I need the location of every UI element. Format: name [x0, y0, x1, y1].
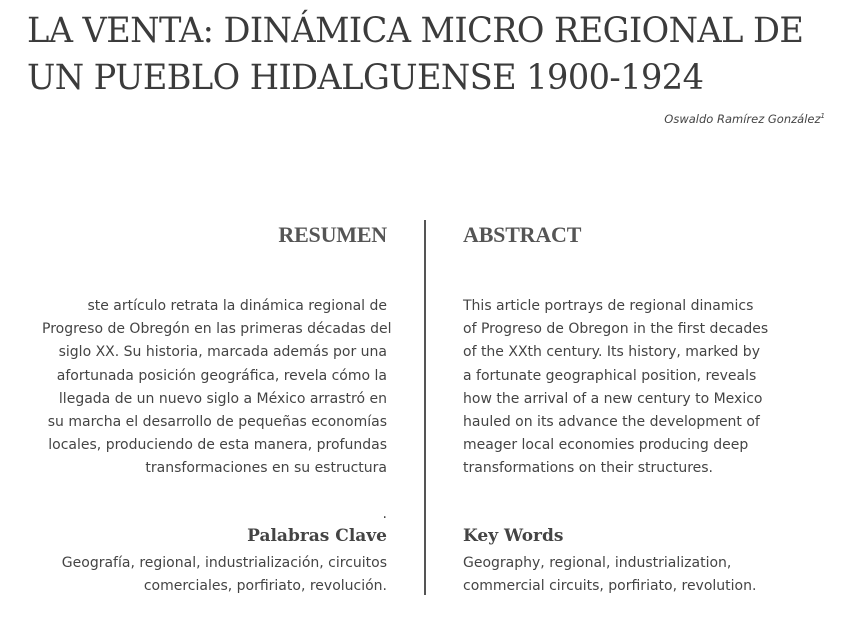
palabras-clave-line: comerciales, porfiriato, revolución.: [143, 578, 387, 595]
resumen-body: [42, 295, 392, 481]
palabras-clave-list: [42, 552, 387, 598]
resumen-line: su marcha el desarrollo de pequeñas economías: [47, 414, 387, 431]
resumen-line: Progreso de Obregón en las primeras décadas del: [42, 321, 392, 338]
abstract-line: a fortunate geographical position, reveals: [463, 367, 757, 384]
abstract-line: hauled on its advance the development of: [463, 414, 760, 431]
abstract-line: of the XXth century. Its history, marked by: [463, 344, 760, 361]
author-footnote-mark: 1: [820, 112, 825, 121]
abstract-line: transformations on their structures.: [463, 460, 714, 477]
resumen-line: locales, produciendo de esta manera, profundas: [48, 437, 387, 454]
resumen-trailing-period: .: [382, 506, 387, 522]
resumen-line: siglo XX. Su historia, marcada además por una: [58, 344, 387, 361]
resumen-line: llegada de un nuevo siglo a México arrastró en: [58, 390, 387, 407]
key-words-line: commercial circuits, porfiriato, revolution.: [463, 578, 757, 595]
title-line-1: LA VENTA: DINÁMICA MICRO REGIONAL DE: [27, 11, 804, 51]
resumen-heading: RESUMEN: [278, 222, 387, 247]
abstract-heading: ABSTRACT: [463, 222, 582, 247]
abstract-body: [463, 295, 808, 481]
author-name: [664, 112, 825, 126]
abstract-line: meager local economies producing deep: [463, 437, 749, 454]
key-words-line: Geography, regional, industrialization,: [463, 555, 732, 571]
palabras-clave-line: Geografía, regional, industrialización, circuitos: [61, 555, 387, 571]
resumen-line: afortunada posición geográfica, revela cómo la: [56, 367, 387, 384]
column-divider: [424, 220, 426, 595]
key-words-list: [463, 552, 808, 598]
palabras-clave-heading: Palabras Clave: [247, 526, 387, 546]
key-words-heading: Key Words: [463, 526, 564, 546]
title-line-2: UN PUEBLO HIDALGUENSE 1900-1924: [27, 58, 704, 98]
paper-title: [27, 8, 804, 102]
abstract-line: of Progreso de Obregon in the first decades: [463, 321, 769, 338]
author-name-text: Oswaldo Ramírez González: [664, 112, 821, 126]
resumen-line: transformaciones en su estructura: [145, 460, 387, 477]
abstract-line: how the arrival of a new century to Mexico: [463, 390, 763, 407]
abstract-line: This article portrays de regional dinamics: [463, 298, 754, 314]
resumen-line: ste artículo retrata la dinámica regional de: [87, 298, 387, 314]
